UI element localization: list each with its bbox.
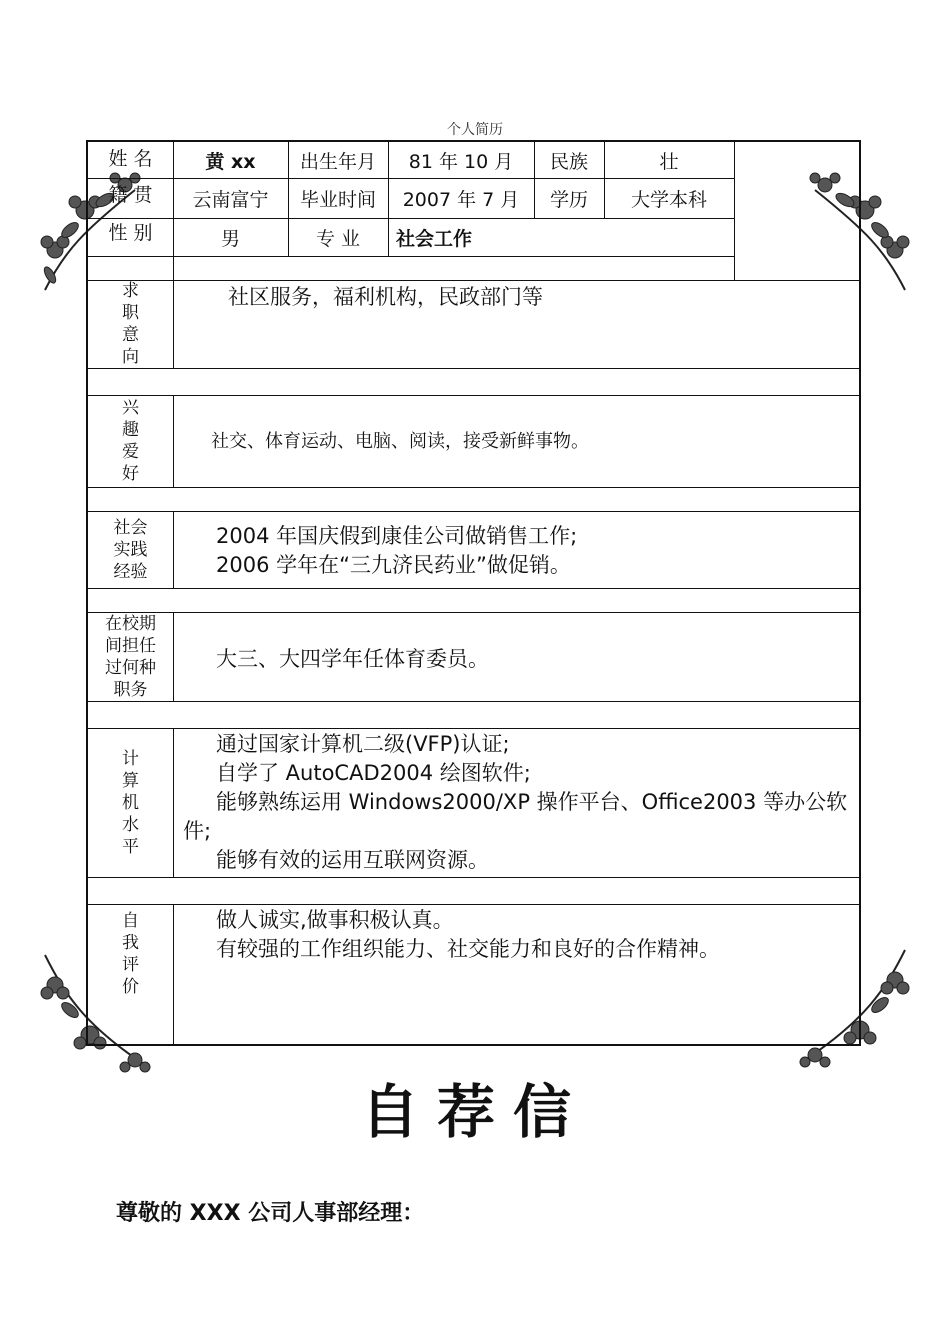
name-label: 姓 名	[108, 147, 153, 170]
computer-skills-content	[183, 730, 851, 875]
section-label-self-evaluation: 自我评价	[122, 911, 139, 997]
job-intention-line: 社区服务，福利机构，民政部门等	[228, 285, 543, 309]
section-label-hobbies: 兴趣爱好	[122, 398, 139, 484]
computer-skills-line: 能够有效的运用互联网资源。	[216, 848, 489, 872]
gender-value: 男	[220, 227, 240, 250]
computer-skills-line: 能够熟练运用 Windows2000/XP 操作平台、Office2003 等办公软件;	[183, 790, 848, 843]
computer-skills-line: 通过国家计算机二级(VFP)认证;	[216, 732, 510, 756]
grad-label: 毕业时间	[299, 188, 376, 211]
positions-line: 大三、大四学年任体育委员。	[216, 647, 489, 671]
job-intention-content	[183, 283, 851, 312]
positions-content	[183, 645, 851, 674]
section-label-practice: 社会实践经验	[113, 517, 148, 582]
grad-value: 2007 年 7 月	[402, 188, 520, 211]
practice-line: 2006 学年在“三九济民药业”做促销。	[216, 553, 571, 577]
self-evaluation-line: 做人诚实,做事积极认真。	[216, 908, 454, 932]
birth-label: 出生年月	[299, 150, 376, 173]
gender-label: 性 别	[108, 221, 153, 244]
section-label-job-intention: 求职意向	[122, 281, 139, 367]
native-value: 云南富宁	[192, 188, 269, 211]
self-evaluation-line: 有较强的工作组织能力、社交能力和良好的合作精神。	[216, 937, 720, 961]
major-value: 社会工作	[396, 227, 473, 250]
resume-table	[86, 140, 861, 1046]
cover-letter-title: 自荐信	[360, 1078, 589, 1146]
ethnic-label: 民族	[549, 150, 588, 173]
birth-value: 81 年 10 月	[408, 150, 514, 173]
hobbies-line: 社交、体育运动、电脑、阅读，接受新鲜事物。	[211, 431, 589, 452]
practice-line: 2004 年国庆假到康佳公司做销售工作;	[216, 524, 578, 548]
hobbies-content	[183, 427, 851, 456]
name-value: 黄 xx	[205, 150, 256, 173]
practice-content	[183, 522, 851, 580]
native-label: 籍 贯	[108, 183, 153, 206]
computer-skills-line: 自学了 AutoCAD2004 绘图软件;	[216, 761, 531, 785]
edu-value: 大学本科	[630, 188, 707, 211]
section-label-computer-skills: 计算机水平	[122, 748, 139, 857]
self-evaluation-content	[183, 906, 851, 964]
ethnic-value: 壮	[659, 150, 679, 173]
major-label: 专 业	[315, 227, 361, 250]
document-header-title: 个人简历	[447, 122, 503, 138]
cover-letter-salutation: 尊敬的 XXX 公司人事部经理：	[116, 1201, 425, 1226]
edu-label: 学历	[549, 188, 588, 211]
section-label-positions: 在校期间担任过何种职务	[105, 613, 156, 700]
